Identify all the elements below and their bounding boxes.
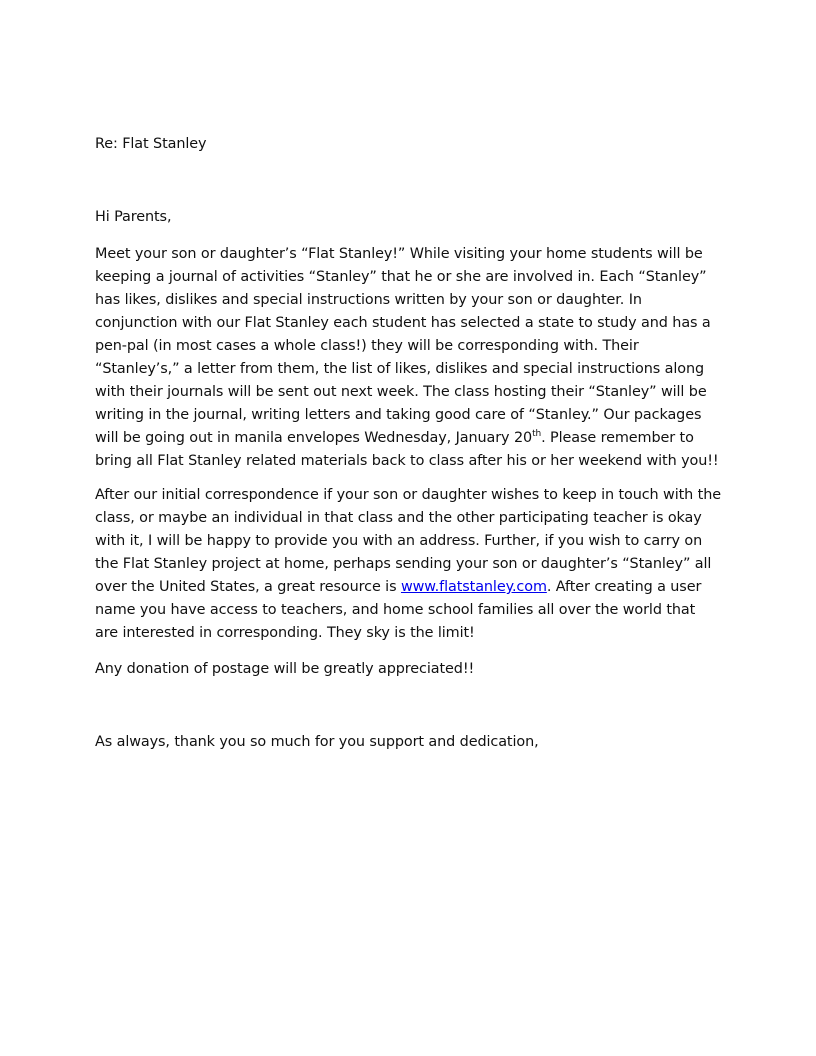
paragraph-intro-text-end: . Please remember to bring all Flat Stanley related materials back to class after his or her weekend with you!! [95, 430, 719, 469]
ordinal-suffix: th [532, 429, 542, 440]
paragraph-correspondence-text-end: . After creating a user name you have access to teachers, and home school families all over the world that are interested in corresponding. They sky is the limit! [95, 579, 702, 641]
paragraph-intro-text: Meet your son or daughter’s “Flat Stanley!” While visiting your home students will be keeping a journal of activities “Stanley” that he or she are involved in. Each “Stanley” has likes, dislikes and special instructions written by your son or daughter. In conjunction with our Flat Stanley each student has selected a state to study and has a pen-pal (in most cases a whole class!) they will be corresponding with. Their “Stanley’s,” a letter from them, the list of likes, dislikes and special instructions along with their journals will be sent out next week. The class hosting their “Stanley” will be writing in the journal, writing letters and taking good care of “Stanley.” Our packages will be going out in manila envelopes Wednesday, January 20 [95, 246, 711, 446]
greeting: Hi Parents, [95, 209, 172, 225]
subject-line: Re: Flat Stanley [95, 136, 207, 152]
paragraph-correspondence-text: After our initial correspondence if your son or daughter wishes to keep in touch with the class, or maybe an individual in that class and the other participating teacher is okay with it, I will be happy to provide you with an address. Further, if you wish to carry on the Flat Stanley project at home, perhaps sending your son or daughter’s “Stanley” all over the United States, a great resource is [95, 487, 721, 595]
closing-line: As always, thank you so much for you support and dedication, [95, 734, 539, 750]
paragraph-correspondence [95, 484, 721, 645]
paragraph-donation: Any donation of postage will be greatly appreciated!! [95, 661, 475, 677]
paragraph-intro [95, 243, 721, 473]
flatstanley-link[interactable]: www.flatstanley.com [400, 579, 547, 595]
